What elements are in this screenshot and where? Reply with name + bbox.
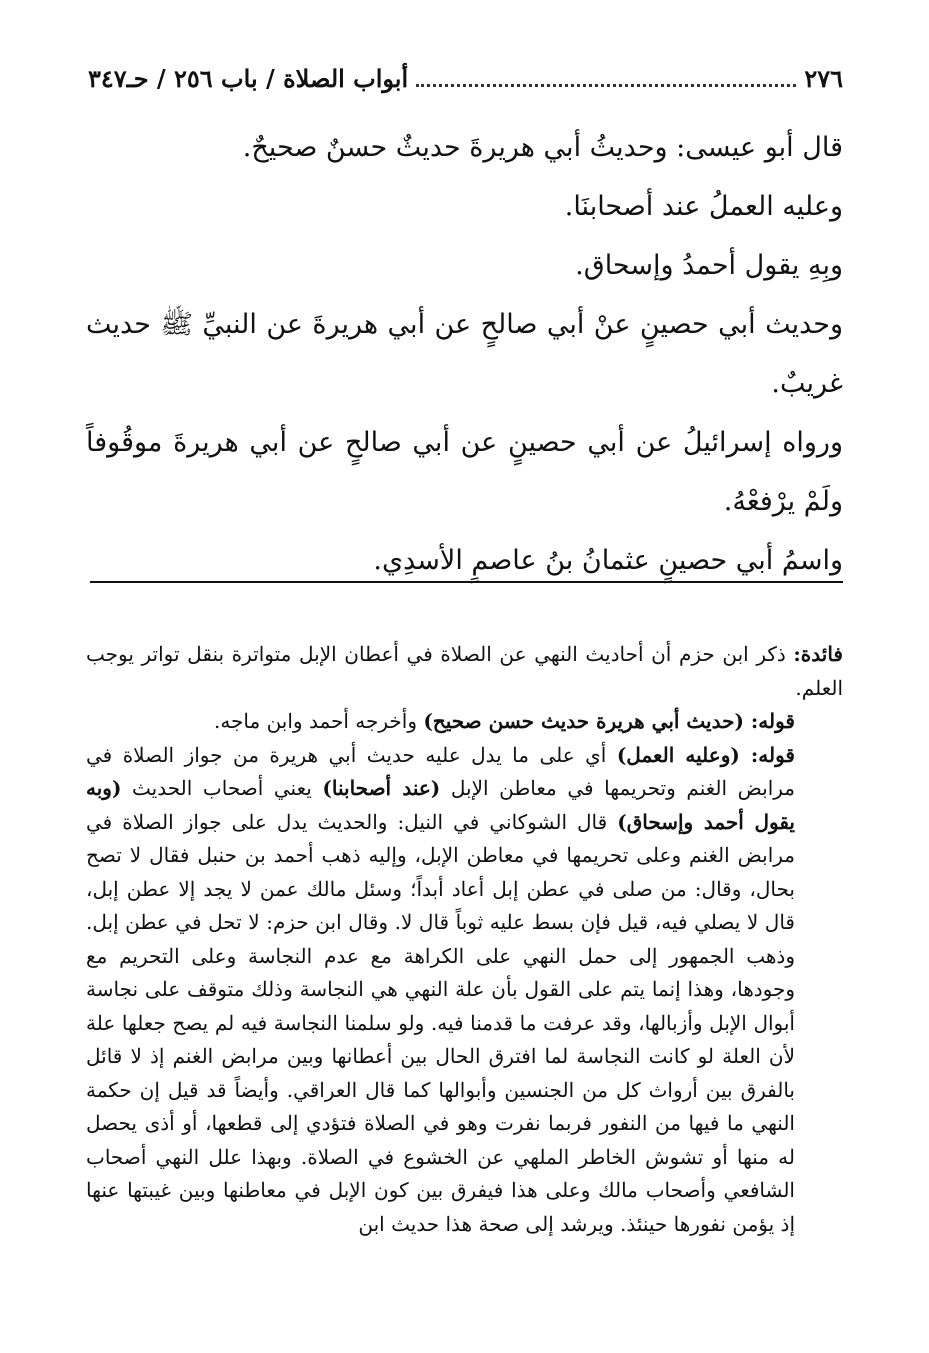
main-paragraph: واسمُ أبي حصينٍ عثمانُ بنُ عاصمٍ الأسدِي. (373, 545, 843, 576)
note-text: قال الشوكاني في النيل: والحديث يدل على جواز الصلاة في مرابض الغنم وعلى تحريمها في معاطن الإبل، وإليه ذهب أحمد بن حنبل فقال لا تصح بحال، وقال: من صلى في عطن إبل أعاد أبداً؛ وسئل مالك عمن لا يجد إلا عطن إبل، قال لا يصلي فيه، قيل فإن بسط عليه ثوباً قال لا. وقال ابن حزم: لا تحل في عطن إبل. وذهب الجمهور إلى حمل النهي على الكراهة مع عدم النجاسة وعلى التحريم مع وجودها، وهذا إنما يتم على القول بأن علة النهي هي النجاسة وذلك متوقف على نجاسة أبوال الإبل وأزبالها، وقد عرفت ما قدمنا فيه. ولو سلمنا النجاسة فيه لم يصح جعلها علة لأن العلة لو كانت النجاسة لما افترق الحال بين أعطانها وبين مرابض الغنم إذ لا قائل بالفرق بين أرواث كل من الجنسين وأبوالها كما قال العراقي. وأيضاً قد قيل إن حكمة النهي ما فيها من النفور فربما نفرت وهو في الصلاة فتؤدي إلى قطعها، أو أذى يحصل له منها أو تشوش الخاطر الملهي عن الخشوع في الصلاة. وبهذا علل النهي أصحاب الشافعي وأصحاب مالك وعلى هذا فيفرق بين كون الإبل في معاطنها وبين غيبتها عنها إذ يؤمن نفورها حينئذ. ويرشد إلى صحة هذا حديث ابن (86, 809, 795, 1236)
note-lead: فائدة: (793, 642, 843, 666)
footnote-divider (90, 581, 843, 583)
main-paragraph: وحديث أبي حصينٍ عنْ أبي صالحٍ عن أبي هريرةَ عن النبيِّ ﷺ حديث غريبٌ. (86, 309, 843, 399)
faida-note (86, 638, 843, 705)
note-lead: قوله: (حديث أبي هريرة حديث حسن صحيح) (423, 709, 795, 733)
note-text: أي على ما يدل عليه حديث أبي هريرة من جواز الصلاة في مرابض الغنم وتحريمها في معاطن الإبل (86, 742, 796, 800)
commentary-note (86, 705, 843, 739)
main-paragraph: وعليه العملُ عند أصحابنَا. (564, 191, 843, 222)
commentary-note (86, 739, 843, 1242)
running-title: أبواب الصلاة / باب ٢٥٦ / حـ٣٤٧ (88, 63, 409, 93)
page-number: ٢٧٦ (804, 63, 843, 93)
note-text: يعني أصحاب الحديث (121, 776, 323, 800)
note-lead: قوله: (وعليه العمل) (616, 742, 795, 767)
commentary (86, 638, 843, 1241)
quoted-phrase: (وبه يقول أحمد وإسحاق) (86, 776, 795, 834)
main-text (86, 118, 843, 590)
main-paragraph: قال أبو عيسى: وحديثُ أبي هريرةَ حديثٌ حسنٌ صحيحٌ. (242, 132, 843, 163)
note-text: وأخرجه أحمد وابن ماجه. (213, 709, 424, 733)
quoted-phrase: (عند أصحابنا) (322, 776, 441, 800)
main-paragraph: وبِهِ يقول أحمدُ وإسحاق. (575, 250, 843, 281)
main-paragraph: ورواه إسرائيلُ عن أبي حصينٍ عن أبي صالحٍ عن أبي هريرةَ موقُوفاً ولَمْ يرْفعْهُ. (86, 427, 843, 517)
page-header (88, 58, 843, 98)
dotted-leader (416, 84, 796, 87)
note-text: ذكر ابن حزم أن أحاديث النهي عن الصلاة في أعطان الإبل متواترة بنقل تواتر يوجب العلم. (86, 642, 843, 700)
